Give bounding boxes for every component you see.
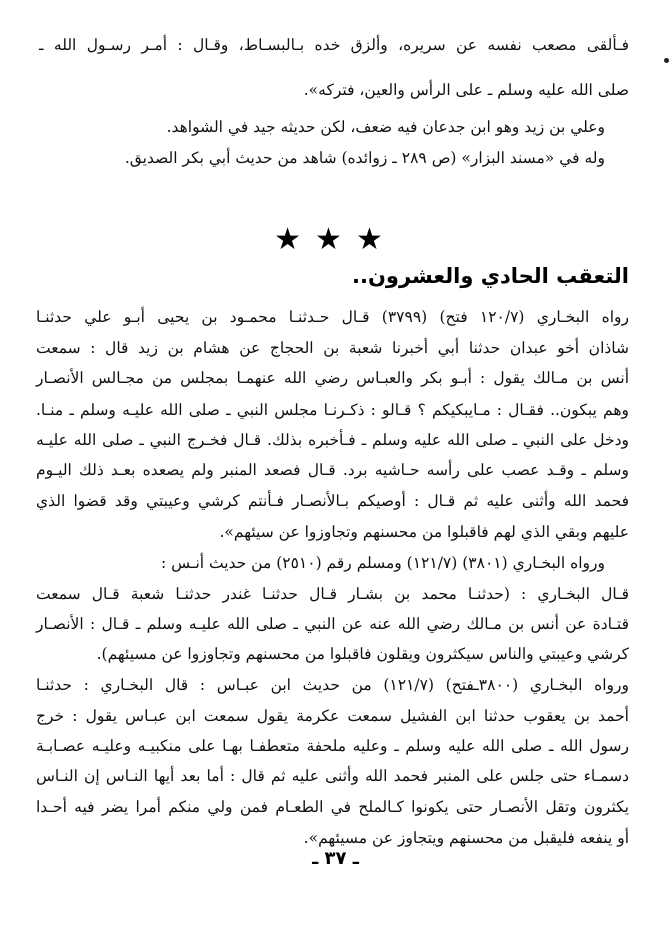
text-line: ورواه البخـاري (٣٨٠١) (١٢١/٧) ومسلم رقم (٢٥١٠) من حديث أنـس : [161,554,605,572]
text-line: قـال البخـاري : (حدثنـا محمد بن بشـار قـال حدثنـا غندر حدثنـا شعبة قـال سمعت [36,585,629,603]
text-line: رواه البخـاري (١٢٠/٧ فتح) (٣٧٩٩) قـال حـدثنـا محمـود بن يحيى أبـو علي حدثنـا [36,308,629,326]
text-line: أنس بن مـالك يقول : أبـو بكر والعبـاس رضي الله عنهمـا بمجلس من مجـالس الأنصـار [36,369,629,387]
text-line: ورواه البخـاري (٣٨٠٠ـفتح) (١٢١/٧) من حديث ابن عبـاس : قال البخـاري : حدثنـا [36,676,629,694]
text-line: وله في «مسند البزار» (ص ٢٨٩ ـ زوائده) شاهد من حديث أبي بكر الصديق. [124,149,605,167]
text-line: فـألقى مصعب نفسه عن سريره، وألزق خده بـالبسـاط، وقـال : أمـر رسـول الله ـ [39,36,629,54]
star-separator: ★★★ [274,222,397,257]
text-line: رسول الله ـ صلى الله عليه وسلم ـ وعليه ملحفة متعطفـا بهـا على منكبيـه وعليـه عصـابـة [36,737,629,755]
text-line: أحمد بن يعقوب حدثنا ابن الفشيل سمعت عكرمة يقول سمعت ابن عبـاس يقول : خرج [36,707,629,725]
text-line: كرشي وعيبتي والناس سيكثرون ويقلون فاقبلوا من محسنهم وتجاوزوا عن مسيئهم). [96,645,629,663]
section-heading: التعقب الحادي والعشرون.. [352,264,629,288]
text-line: أو ينفعه فليقبل من محسنهم ويتجاوز عن مسيئهم». [303,829,629,847]
text-line: شاذان أخو عبدان حدثنا أبي أخبرنا شعبة بن الحجاج عن هشام بن زيد قال : سمعت [36,339,629,357]
text-line: قتـادة عن أنس بن مـالك رضي الله عنه عن النبي ـ صلى الله عليـه وسلم ـ قـال : الأنصـار [36,615,629,633]
text-line: دسمـاء حتى جلس على المنبر فحمد الله وأثنى عليه ثم قال : أما بعد أيها النـاس إن النـاس [36,767,629,785]
page-number: ـ ٣٧ ـ [312,848,359,869]
text-line: يكثرون وتقل الأنصـار حتى يكونوا كـالملح في الطعـام فمن ولي منكم أمرا يضر فيه أحـدا [36,798,629,816]
text-line: ودخل على النبي ـ صلى الله عليه وسلم ـ فـأخبره بذلك. قـال فخـرج النبي ـ صلى الله عليـه [36,431,629,449]
text-line: وعلي بن زيد وهو ابن جدعان فيه ضعف، لكن حديثه جيد في الشواهد. [166,118,605,136]
text-line: فحمد الله وأثنى عليه ثم قـال : أوصيكم بـالأنصـار فـأنتم كرشي وعيبتي وقد قضوا الذي [36,492,629,510]
margin-dot [664,58,669,63]
text-line: وسلم ـ وقـد عصب على رأسه حـاشيه برد. قـال فصعد المنبر ولم يصعده بعـد ذلك اليـوم [36,461,629,479]
text-line: عليهم وبقي الذي لهم فاقبلوا من محسنهم وتجاوزوا عن سيئهم». [219,523,629,541]
text-line: وهم يبكون.. فقـال : مـايبكيكم ؟ قـالو : ذكـرنـا مجلس النبي ـ صلى الله عليـه وسلم ـ منـا. [36,401,629,419]
text-line: صلى الله عليه وسلم ـ على الرأس والعين، فتركه». [303,81,629,99]
